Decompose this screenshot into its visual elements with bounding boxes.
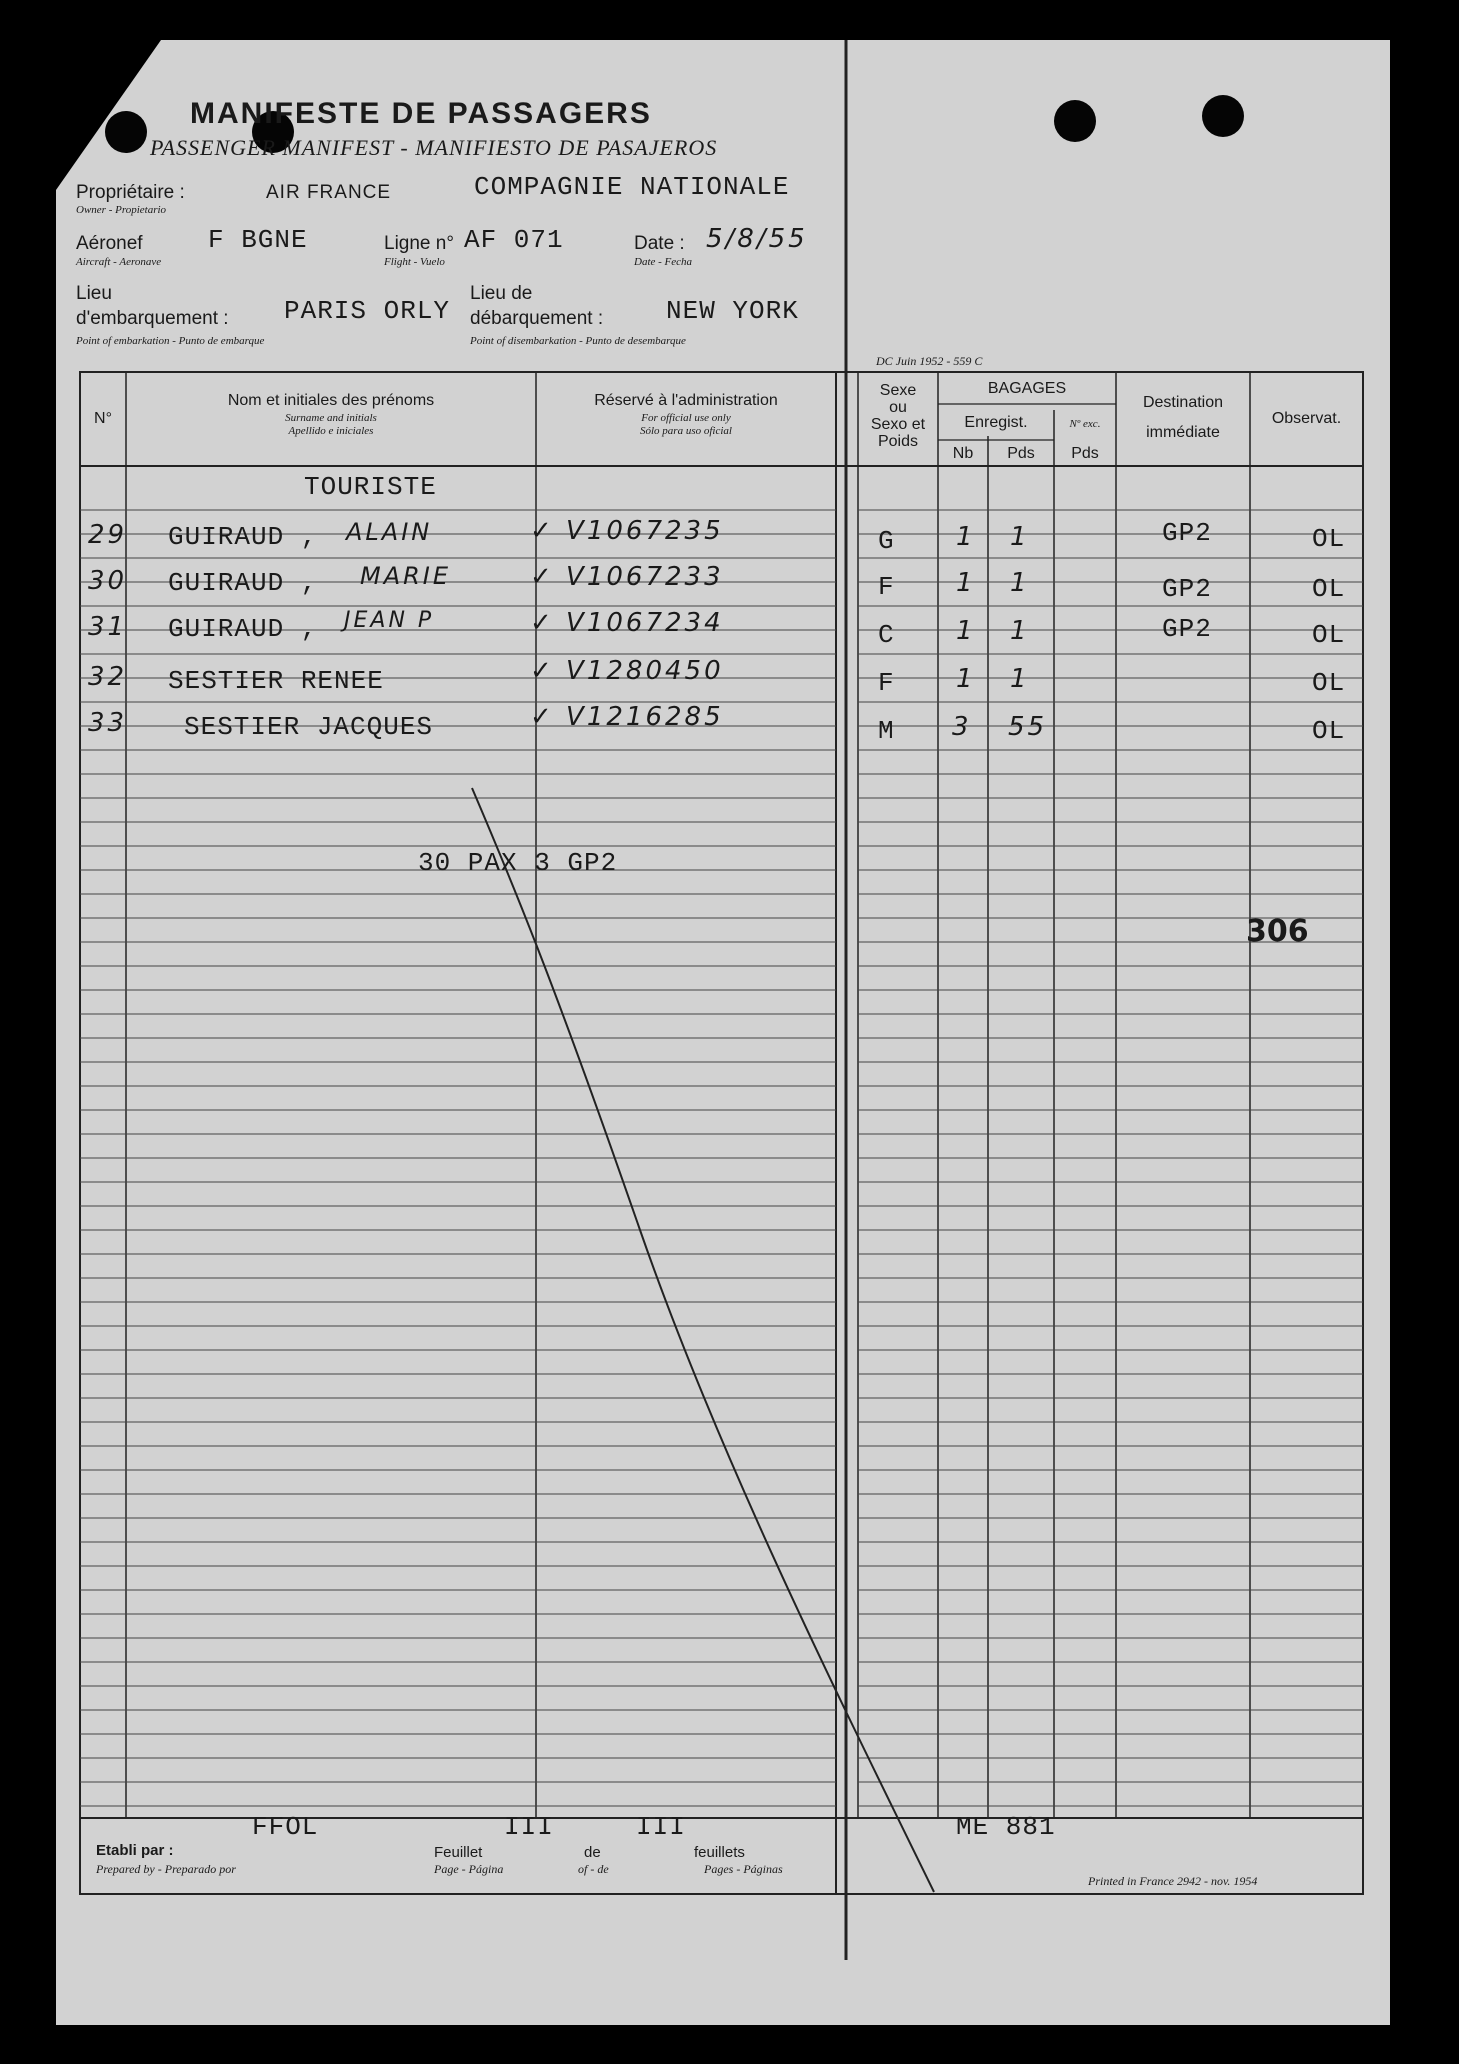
row-obs: OL [1312, 620, 1346, 650]
disembark-label-1: Lieu de [470, 283, 533, 304]
prepared-label: Etabli par : [96, 1842, 174, 1859]
row-dest: GP2 [1162, 518, 1212, 548]
row-admin: ✓ V1216285 [530, 702, 724, 732]
disembark-sublabel: Point of disembarkation - Punto de desembarque [470, 335, 686, 347]
col-observations: Observat. [1271, 410, 1342, 427]
row-name: GUIRAUD , [168, 614, 318, 644]
strike-through-line [472, 788, 934, 1892]
row-name: GUIRAUD , [168, 568, 318, 598]
summary-note: 30 PAX 3 GP2 [418, 848, 618, 878]
disembark-value: NEW YORK [666, 296, 799, 326]
col-destination-2: immédiate [1146, 424, 1220, 441]
flight-label: Ligne n° [384, 233, 454, 254]
sheet-sublabel: Page - Página [434, 1862, 504, 1876]
col-name-sub2: Apellido e iniciales [288, 425, 374, 437]
row-obs: OL [1312, 716, 1346, 746]
row-nb: 1 [956, 568, 976, 598]
sheets-label: feuillets [694, 1844, 745, 1861]
row-nb: 1 [956, 664, 976, 694]
of-value: III [636, 1812, 686, 1842]
date-label: Date : [634, 233, 685, 254]
col-nb: Nb [952, 445, 974, 462]
row-pds: 1 [1010, 616, 1030, 646]
row-nb: 1 [956, 616, 976, 646]
row-name: SESTIER JACQUES [184, 712, 434, 742]
col-no: N° [94, 410, 112, 427]
row-no: 30 [88, 566, 128, 596]
row-sex: C [878, 620, 895, 650]
embark-sublabel: Point of embarkation - Punto de embarque [76, 335, 265, 347]
sheets-sublabel: Pages - Páginas [704, 1862, 783, 1876]
col-admin-sub2: Sólo para uso oficial [640, 425, 732, 437]
date-value: 5/8/55 [706, 224, 808, 254]
prepared-sublabel: Prepared by - Preparado por [96, 1862, 236, 1876]
row-pds: 1 [1010, 664, 1030, 694]
col-admin-sub1: For official use only [641, 412, 731, 424]
aircraft-sublabel: Aircraft - Aeronave [76, 256, 162, 268]
row-name: SESTIER RENEE [168, 666, 384, 696]
col-name: Nom et initiales des prénoms [227, 392, 435, 409]
col-sex-1: Sexe [879, 382, 917, 399]
row-firstname: JEAN P [344, 608, 435, 633]
row-dest: GP2 [1162, 574, 1212, 604]
col-excess: Nº exc. [1069, 418, 1101, 430]
owner-sublabel: Owner - Propietario [76, 204, 167, 216]
row-admin: ✓ V1067234 [530, 608, 724, 638]
row-nb: 1 [956, 522, 976, 552]
col-sex-4: Poids [877, 433, 919, 450]
flight-sublabel: Flight - Vuelo [384, 256, 445, 268]
row-pds: 1 [1010, 568, 1030, 598]
row-no: 29 [88, 520, 128, 550]
col-sex-3: Sexo et [870, 416, 926, 433]
col-baggage: BAGAGES [987, 380, 1067, 397]
row-firstname: MARIE [360, 562, 452, 590]
row-sex: G [878, 526, 895, 556]
form-code: DC Juin 1952 - 559 C [876, 354, 983, 368]
embark-value: PARIS ORLY [284, 296, 451, 326]
row-admin: ✓ V1067233 [530, 562, 724, 592]
col-pds: Pds [1007, 445, 1035, 462]
row-obs: OL [1312, 668, 1346, 698]
owner-value: AIR FRANCE [266, 182, 392, 203]
aircraft-value: F BGNE [208, 225, 308, 255]
row-name: GUIRAUD , [168, 522, 318, 552]
embark-label-2: d'embarquement : [76, 308, 229, 329]
row-admin: ✓ V1067235 [530, 516, 724, 546]
sheet-label: Feuillet [434, 1844, 483, 1861]
col-destination-1: Destination [1142, 394, 1224, 411]
printed-note: Printed in France 2942 - nov. 1954 [1088, 1874, 1258, 1888]
class-label: TOURISTE [304, 472, 437, 502]
page-stamp-number: 306 [1246, 914, 1309, 949]
owner-extra: COMPAGNIE NATIONALE [474, 172, 790, 202]
row-sex: F [878, 572, 895, 602]
row-sex: F [878, 668, 895, 698]
row-nb: 3 [952, 712, 972, 742]
row-no: 33 [88, 708, 128, 738]
row-no: 32 [88, 662, 128, 692]
owner-label: Propriétaire : [76, 182, 185, 203]
row-sex: M [878, 716, 895, 746]
col-sex-2: ou [889, 399, 907, 416]
date-sublabel: Date - Fecha [634, 256, 693, 268]
row-obs: OL [1312, 574, 1346, 604]
flight-value: AF 071 [464, 225, 564, 255]
row-firstname: ALAIN [346, 518, 433, 546]
col-excess-pds: Pds [1071, 445, 1099, 462]
embark-label-1: Lieu [76, 283, 112, 304]
right-stamp: ME 881 [956, 1812, 1056, 1842]
prepared-value: FFOL [252, 1812, 319, 1842]
col-registered: Enregist. [964, 414, 1028, 431]
of-label: de [584, 1844, 601, 1861]
form-title: MANIFESTE DE PASSAGERS [190, 97, 652, 130]
row-pds: 55 [1008, 712, 1048, 742]
sheet-value: III [504, 1812, 554, 1842]
col-name-sub1: Surname and initials [285, 412, 377, 424]
col-admin: Réservé à l'administration [594, 392, 778, 409]
aircraft-label: Aéronef [76, 233, 143, 254]
row-admin: ✓ V1280450 [530, 656, 724, 686]
disembark-label-2: débarquement : [470, 308, 604, 329]
row-no: 31 [88, 612, 128, 642]
row-obs: OL [1312, 524, 1346, 554]
form-subtitle: PASSENGER MANIFEST - MANIFIESTO DE PASAJEROS [150, 135, 718, 160]
row-pds: 1 [1010, 522, 1030, 552]
row-dest: GP2 [1162, 614, 1212, 644]
of-sublabel: of - de [578, 1862, 609, 1876]
